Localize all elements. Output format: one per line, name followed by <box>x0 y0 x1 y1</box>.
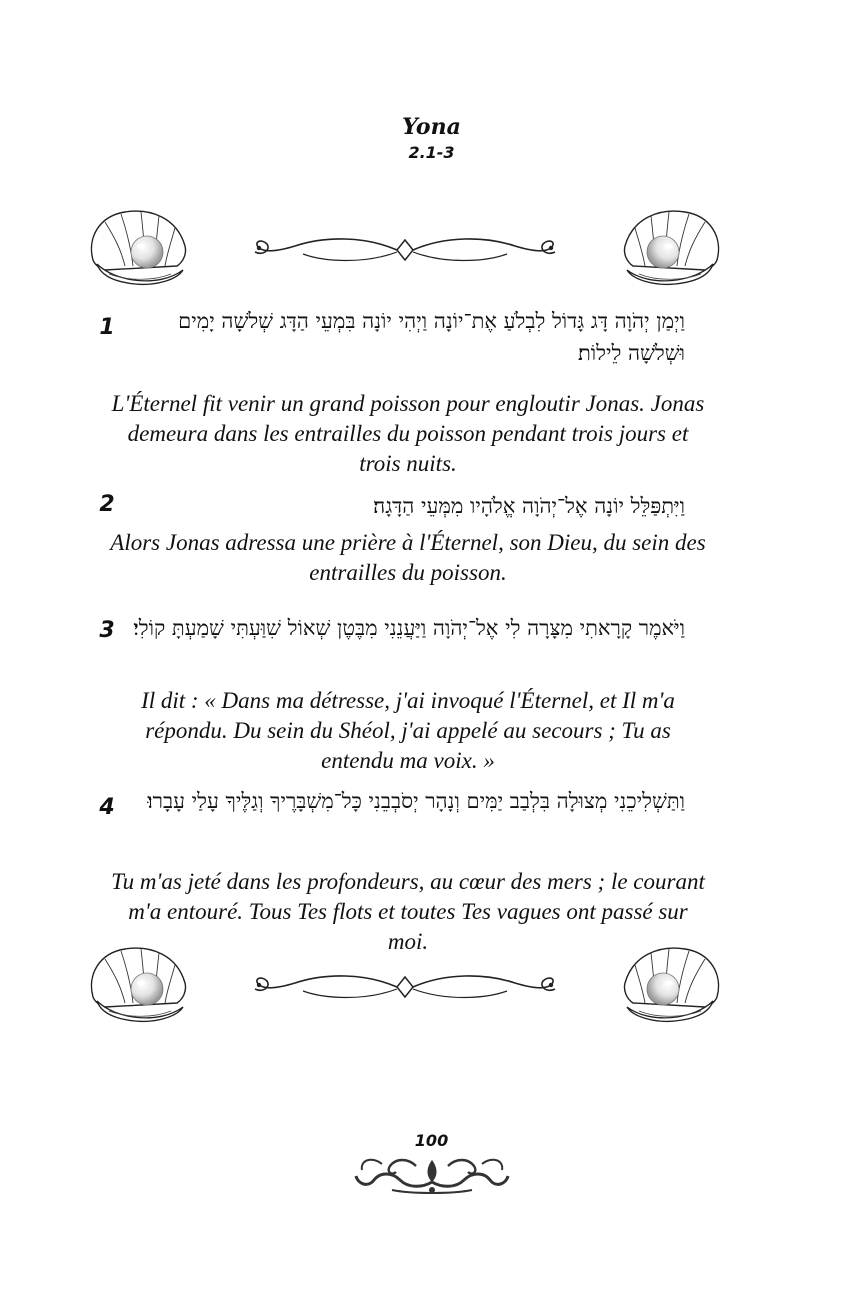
page-number: 100 <box>414 1131 449 1150</box>
chapter-reference: 2.1-3 <box>408 143 455 162</box>
pearl-oyster-shell-icon <box>620 945 725 1025</box>
verse-number: 1 <box>99 315 115 340</box>
french-translation: Tu m'as jeté dans les profondeurs, au cœur des mers ; le courant m'a entouré. Tous Tes flots et toutes Tes vagues ont passé sur moi. <box>111 869 705 954</box>
hebrew-verse-text: וַיְמַן יְהֹוָה דָּג גָּדוֹל לִבְלֹעַ אֶת־יוֹנָה וַיְהִי יוֹנָה בִּמְעֵי הַדָּג שְׁלֹשָׁה יָמִים וּשְׁלֹשָׁה לֵילוֹת׃ <box>178 309 685 365</box>
book-title: Yona <box>402 114 461 140</box>
hebrew-verse-text: וַיִּתְפַּלֵּל יוֹנָה אֶל־יְהֹוָה אֱלֹהָיו מִמְּעֵי הַדָּגָה׃ <box>373 494 685 518</box>
verse-number: 3 <box>99 618 115 643</box>
scroll-divider-icon <box>245 967 565 1007</box>
pearl-oyster-shell-icon <box>620 208 725 288</box>
french-translation: Alors Jonas adressa une prière à l'Éternel, son Dieu, du sein des entrailles du poisson. <box>110 530 706 585</box>
bottom-ornament-band <box>80 945 730 1035</box>
pearl-oyster-shell-icon <box>85 208 190 288</box>
verse-number: 4 <box>99 795 115 820</box>
french-translation: L'Éternel fit venir un grand poisson pour engloutir Jonas. Jonas demeura dans les entrailles du poisson pendant trois jours et trois nuits. <box>111 391 705 476</box>
hebrew-verse-text: וַיֹּאמֶר קָרָאתִי מִצָּרָה לִי אֶל־יְהֹוָה וַיַּעֲנֵנִי מִבֶּטֶן שְׁאוֹל שִׁוַּעְתִּי שָׁמַעְתָּ קוֹלִי׃ <box>133 616 685 640</box>
french-translation: Il dit : « Dans ma détresse, j'ai invoqué l'Éternel, et Il m'a répondu. Du sein du Shéol, j'ai appelé au secours ; Tu as entendu ma voix. » <box>141 688 675 773</box>
pearl-oyster-shell-icon <box>85 945 190 1025</box>
scroll-divider-icon <box>245 230 565 270</box>
page-header <box>0 112 863 164</box>
top-ornament-band <box>80 208 730 298</box>
baroque-flourish-icon <box>352 1154 512 1196</box>
verse-number: 2 <box>99 492 115 517</box>
hebrew-verse-text: וַתַּשְׁלִיכֵנִי מְצוּלָה בִּלְבַב יַמִּים וְנָהָר יְסֹבְבֵנִי כָּל־מִשְׁבָּרֶיךָ וְגַלֶּיךָ עָלַי עָבָרוּ׃ <box>147 789 685 813</box>
page-footer <box>0 1130 863 1196</box>
